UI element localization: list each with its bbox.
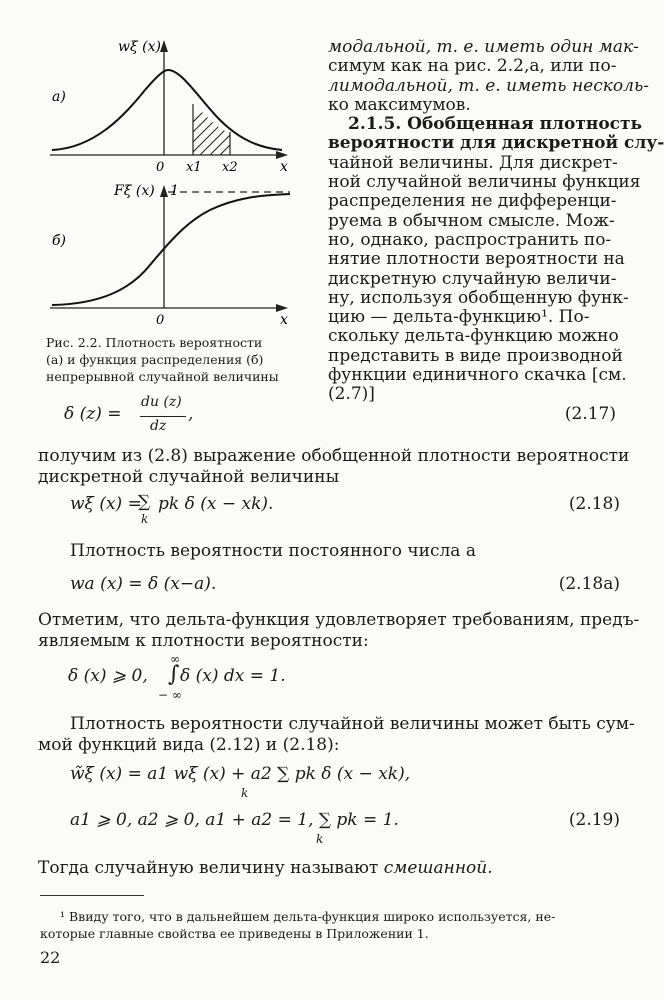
x-label-a: x xyxy=(280,159,288,175)
equation-number: (2.18) xyxy=(568,494,620,514)
eq-fraction-den: dz xyxy=(150,418,167,434)
cdf-curve xyxy=(52,194,290,305)
text-line: мой функций вида (2.12) и (2.18): xyxy=(38,735,340,755)
eq-lhs: δ (z) = xyxy=(64,404,122,424)
equation-number: (2.19) xyxy=(568,810,620,830)
text-line: получим из (2.8) выражение обобщенной плотности вероятности xyxy=(38,446,630,466)
paragraph xyxy=(38,610,640,652)
footnote-line: которые главные свойства ее приведены в Приложении 1. xyxy=(40,926,429,941)
section-heading: 2.1.5. Обобщенная плотность xyxy=(348,114,643,135)
text-line: представить в виде производной xyxy=(328,345,623,366)
delta-integral: δ (x) dx = 1. xyxy=(180,666,286,686)
w-axis-label: wξ (x) xyxy=(118,39,161,55)
emphasis: смешанной. xyxy=(383,858,493,878)
text-line: симум как на рис. 2.2,а, или по- xyxy=(328,56,617,77)
arrow-y-a xyxy=(160,40,168,52)
figure-2-2 xyxy=(40,30,300,335)
density-curve xyxy=(52,70,282,150)
paragraph xyxy=(38,714,635,756)
eq-rhs: pk δ (x − xk). xyxy=(158,494,274,514)
x2-label: x2 xyxy=(222,160,238,175)
equation-2-18 xyxy=(70,494,624,534)
x-label-b: x xyxy=(280,312,288,328)
fraction-bar xyxy=(140,416,186,417)
equation-number: (2.17) xyxy=(564,404,616,424)
caption-line: (а) и функция распределения (б) xyxy=(46,352,264,367)
x1-label: x1 xyxy=(186,160,202,175)
text-line: (2.7)] xyxy=(328,384,375,405)
text-line: являемым к плотности вероятности: xyxy=(38,631,369,651)
text-line: дискретной случайной величины xyxy=(38,467,340,487)
sum-index: k xyxy=(241,786,249,800)
text-line: руема в обычном смысле. Мож- xyxy=(328,210,615,231)
text-line: цию — дельта-функцию¹. По- xyxy=(328,307,590,328)
arrow-y-b xyxy=(160,185,168,197)
equation-2-19 xyxy=(70,764,624,854)
text-line: но, однако, распространить по- xyxy=(328,229,612,250)
caption-line: Рис. 2.2. Плотность вероятности xyxy=(46,335,263,350)
arrow-x-a xyxy=(276,151,288,159)
arrow-x-b xyxy=(276,304,288,312)
equation-number: (2.18а) xyxy=(558,574,620,594)
text-line: скольку дельта-функцию можно xyxy=(328,326,619,347)
text-line: Плотность вероятности случайной величины может быть сум- xyxy=(70,714,635,734)
f-axis-label: Fξ (x) xyxy=(114,183,155,199)
zero-b: 0 xyxy=(156,313,165,328)
sum-symbol: ∑ xyxy=(138,492,151,512)
paragraph xyxy=(38,858,493,879)
text-line: Отметим, что дельта-функция удовлетворяет требованиям, предъ- xyxy=(38,610,640,630)
text-line: лимодальной, т. е. иметь несколь- xyxy=(328,75,649,96)
one-label: 1 xyxy=(170,183,179,199)
text-line: нятие плотности вероятности на xyxy=(328,249,625,270)
text-line: ной случайной величины функция xyxy=(328,172,641,193)
text-line: модальной, т. е. иметь один мак- xyxy=(328,37,639,57)
paragraph: Плотность вероятности постоянного числа a xyxy=(70,541,476,561)
integral-upper: ∞ xyxy=(170,652,180,666)
eq-tail: , xyxy=(188,404,194,424)
integral-symbol: ∫ xyxy=(168,662,180,687)
text-line: чайной величины. Для дискрет- xyxy=(328,152,618,173)
eq-fraction-num: du (z) xyxy=(141,394,182,410)
equation-delta-properties xyxy=(68,652,468,702)
right-column-text xyxy=(328,37,664,405)
footnote-rule xyxy=(40,895,144,896)
text-line: распределения не дифференци- xyxy=(328,191,617,212)
footnote-line: ¹ Ввиду того, что в дальнейшем дельта-функция широко используется, не- xyxy=(60,909,556,924)
page-number: 22 xyxy=(40,948,61,967)
integral-lower: − ∞ xyxy=(158,688,182,702)
eq-text: wa (x) = δ (x−a). xyxy=(70,574,217,594)
caption-line: непрерывной случайной величины xyxy=(46,369,279,384)
panel-a-label: а) xyxy=(52,89,66,105)
panel-b-label: б) xyxy=(52,233,67,249)
text-line: функции единичного скачка [см. xyxy=(328,365,627,386)
text-span: Тогда случайную величину называют xyxy=(38,858,384,878)
equation-2-18a xyxy=(70,574,624,600)
sum-index: k xyxy=(141,512,149,526)
section-heading: вероятности для дискретной слу- xyxy=(328,133,664,154)
text-line: ну, используя обобщенную функ- xyxy=(328,287,629,308)
eq-line-2: a1 ⩾ 0, a2 ⩾ 0, a1 + a2 = 1, ∑ pk = 1. xyxy=(70,810,399,830)
eq-line-1: w̃ξ (x) = a1 wξ (x) + a2 ∑ pk δ (x − xk), xyxy=(70,764,411,784)
text-line: ко максимумов. xyxy=(328,94,471,115)
delta-nonnegative: δ (x) ⩾ 0, xyxy=(68,666,148,686)
figure-caption xyxy=(46,334,296,385)
sum-index: k xyxy=(316,832,324,846)
footnote xyxy=(40,908,625,942)
eq-lhs: wξ (x) = xyxy=(70,494,142,514)
paragraph xyxy=(38,446,630,488)
zero-a: 0 xyxy=(156,160,165,175)
text-line: дискретную случайную величи- xyxy=(328,268,617,289)
